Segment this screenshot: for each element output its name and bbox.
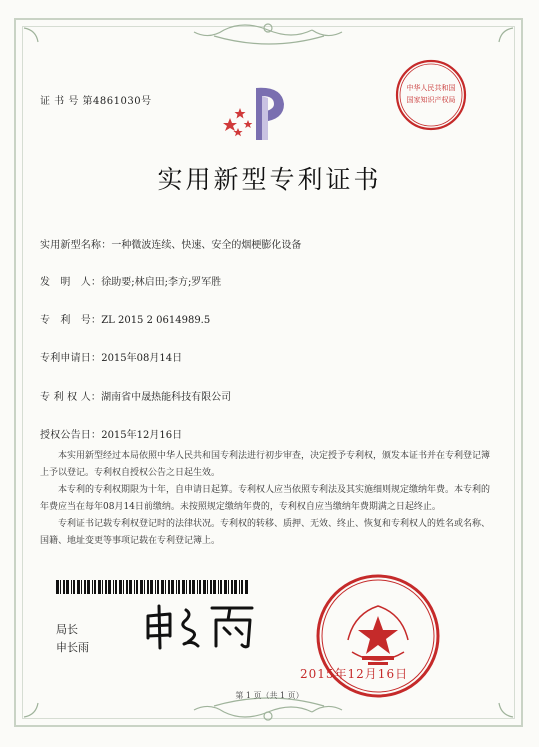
- barcode-bar: [176, 580, 177, 594]
- barcode-bar: [126, 580, 128, 594]
- barcode-bar: [56, 580, 59, 594]
- barcode-bar: [94, 580, 96, 594]
- barcode-bar: [71, 580, 72, 594]
- barcode-bar: [189, 580, 191, 594]
- barcode-bar: [73, 580, 75, 594]
- barcode-bar: [147, 580, 149, 594]
- barcode-bar: [113, 580, 114, 594]
- barcode-bar: [157, 580, 159, 594]
- barcode-bar: [228, 580, 229, 594]
- barcode-bar: [98, 580, 101, 594]
- barcode-bar: [234, 580, 237, 594]
- national-seal: [312, 570, 444, 702]
- paragraph-term: 本专利的专利权期限为十年，自申请日起算。专利权人应当依照专利法及其实施细则规定缴纳年费。本专利的年费应当在每年08月14日前缴纳。未按照规定缴纳年费的，专利权自应当缴纳年费期满之日起终止。: [40, 485, 491, 512]
- top-seal-line2: 国家知识产权局: [406, 96, 456, 104]
- field-inventor: [40, 273, 221, 288]
- patent-office-logo: [222, 82, 302, 144]
- page-footer: 第 1 页（共 1 页）: [235, 691, 304, 700]
- barcode-bar: [102, 580, 103, 594]
- handwritten-signature: [140, 598, 260, 652]
- barcode-bar: [161, 580, 164, 594]
- barcode-bar: [199, 580, 201, 594]
- barcode-bar: [66, 580, 69, 594]
- field-label: 授权公告日：: [40, 430, 102, 441]
- barcode-bar: [239, 580, 240, 594]
- barcode-bar: [115, 580, 117, 594]
- field-label: 专利申请日：: [40, 353, 102, 364]
- barcode-bar: [119, 580, 122, 594]
- barcode-bar: [210, 580, 212, 594]
- barcode-bar: [207, 580, 208, 594]
- barcode-bar: [92, 580, 93, 594]
- certificate-number: 证 书 号 第4861030号: [40, 96, 152, 107]
- signatory-name: 申长雨: [56, 641, 89, 654]
- field-value: 湖南省中晟热能科技有限公司: [101, 392, 232, 403]
- barcode-bar: [231, 580, 233, 594]
- barcode: [56, 580, 248, 594]
- barcode-bar: [192, 580, 195, 594]
- field-label: 专 利 号：: [40, 315, 102, 326]
- barcode-bar: [165, 580, 166, 594]
- signatory-title: 局长: [56, 623, 78, 636]
- body-text: [40, 448, 498, 550]
- field-label: 实用新型名称：: [40, 240, 112, 251]
- field-label: 发 明 人：: [40, 277, 102, 288]
- barcode-bar: [136, 580, 138, 594]
- barcode-bar: [171, 580, 174, 594]
- barcode-bar: [63, 580, 65, 594]
- barcode-bar: [105, 580, 107, 594]
- barcode-bar: [60, 580, 61, 594]
- paragraph-grant: 本实用新型经过本局依照中华人民共和国专利法进行初步审查，决定授予专利权，颁发本证书并在专利登记簿上予以登记。专利权自授权公告之日起生效。: [40, 451, 491, 478]
- field-patent-number: [40, 311, 210, 326]
- page-title: 实用新型专利证书: [157, 165, 382, 194]
- barcode-bar: [144, 580, 145, 594]
- barcode-bar: [213, 580, 216, 594]
- barcode-bar: [77, 580, 80, 594]
- field-utility-model-name: [40, 236, 301, 251]
- field-value: 徐助要;林启田;李方;罗军胜: [101, 277, 222, 288]
- barcode-bar: [123, 580, 124, 594]
- barcode-bar: [197, 580, 198, 594]
- barcode-bar: [140, 580, 143, 594]
- field-value: 2015年12月16日: [101, 430, 183, 441]
- barcode-bar: [218, 580, 219, 594]
- field-grant-date: [40, 426, 182, 441]
- barcode-bar: [108, 580, 111, 594]
- barcode-bar: [178, 580, 180, 594]
- barcode-bar: [84, 580, 86, 594]
- barcode-bar: [245, 580, 248, 594]
- field-application-date: [40, 349, 182, 364]
- field-value: ZL 2015 2 0614989.5: [101, 315, 211, 326]
- barcode-bar: [150, 580, 153, 594]
- paragraph-legal-status: 专利证书记载专利权登记时的法律状况。专利权的转移、质押、无效、终止、恢复和专利权人的姓名或名称、国籍、地址变更等事项记载在专利登记簿上。: [40, 519, 491, 546]
- barcode-bar: [87, 580, 90, 594]
- field-label: 专 利 权 人：: [40, 392, 102, 403]
- barcode-bar: [241, 580, 243, 594]
- field-value: 2015年08月14日: [101, 353, 183, 364]
- barcode-bar: [134, 580, 135, 594]
- field-value: 一种微波连续、快速、安全的烟梗膨化设备: [111, 240, 302, 251]
- top-official-seal: [392, 56, 470, 134]
- barcode-bar: [155, 580, 156, 594]
- field-patentee: [40, 388, 231, 403]
- barcode-bar: [224, 580, 227, 594]
- barcode-bar: [182, 580, 185, 594]
- top-seal-line1: 中华人民共和国: [406, 84, 456, 92]
- barcode-bar: [129, 580, 132, 594]
- seal-date: 2015年12月16日: [300, 667, 409, 681]
- barcode-bar: [186, 580, 187, 594]
- barcode-bar: [220, 580, 222, 594]
- barcode-bar: [203, 580, 206, 594]
- barcode-bar: [81, 580, 82, 594]
- barcode-bar: [168, 580, 170, 594]
